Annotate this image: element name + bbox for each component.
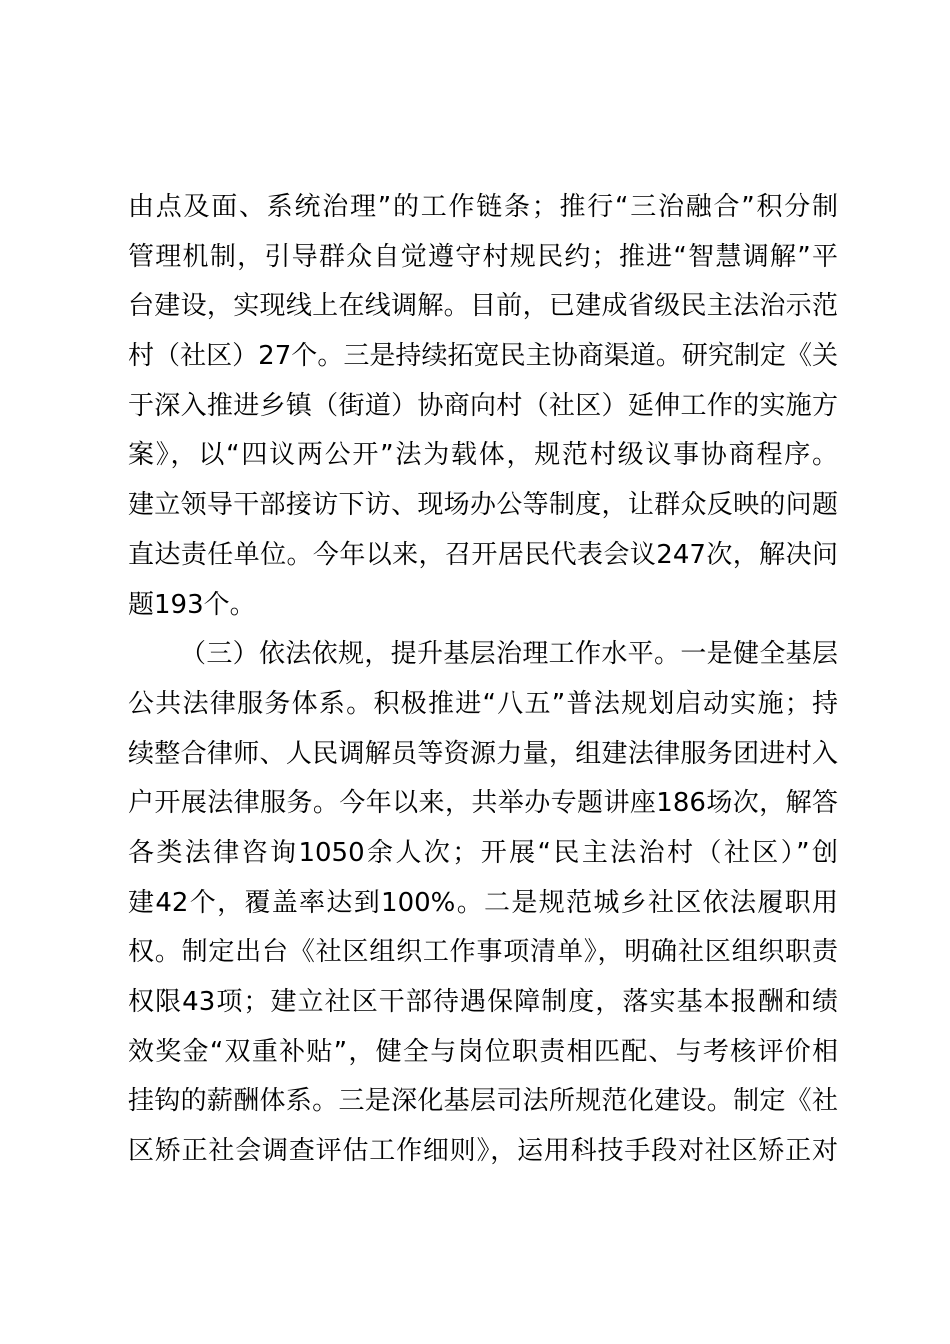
- text-line: 效奖金“双重补贴”，健全与岗位职责相匹配、与考核评价相: [128, 1036, 838, 1067]
- text-line: 各类法律咨询1050余人次；开展“民主法治村（社区）”创: [128, 837, 838, 868]
- text-line: 建42个，覆盖率达到100%。二是规范城乡社区依法履职用: [128, 887, 838, 918]
- text-line: 于深入推进乡镇（街道）协商向村（社区）延伸工作的实施方: [128, 390, 838, 421]
- text-line: 区矫正社会调查评估工作细则》，运用科技手段对社区矫正对: [128, 1136, 838, 1167]
- text-line: 户开展法律服务。今年以来，共举办专题讲座186场次，解答: [128, 788, 838, 819]
- text-line: 由点及面、系统治理”的工作链条；推行“三治融合”积分制: [128, 192, 838, 222]
- text-line: 案》，以“四议两公开”法为载体，规范村级议事协商程序。: [128, 440, 838, 471]
- text-line: 题193个。: [128, 589, 256, 620]
- text-line: 台建设，实现线上在线调解。目前，已建成省级民主法治示范: [128, 291, 838, 322]
- text-line: 直达责任单位。今年以来，召开居民代表会议247次，解决问: [128, 539, 838, 570]
- text-line: 公共法律服务体系。积极推进“八五”普法规划启动实施；持: [128, 688, 838, 719]
- text-line: 权。制定出台《社区组织工作事项清单》，明确社区组织职责: [128, 937, 838, 968]
- body-text: [128, 183, 838, 1177]
- text-line: 村（社区）27个。三是持续拓宽民主协商渠道。研究制定《关: [128, 341, 838, 372]
- text-line: 管理机制，引导群众自觉遵守村规民约；推进“智慧调解”平: [128, 241, 838, 272]
- text-line: 续整合律师、人民调解员等资源力量，组建法律服务团进村入: [128, 738, 838, 769]
- section-heading-line: （三）依法依规，提升基层治理工作水平。一是健全基层: [180, 639, 838, 670]
- text-line: 建立领导干部接访下访、现场办公等制度，让群众反映的问题: [128, 490, 838, 521]
- text-line: 权限43项；建立社区干部待遇保障制度，落实基本报酬和绩: [128, 987, 838, 1017]
- text-line: 挂钩的薪酬体系。三是深化基层司法所规范化建设。制定《社: [128, 1086, 838, 1117]
